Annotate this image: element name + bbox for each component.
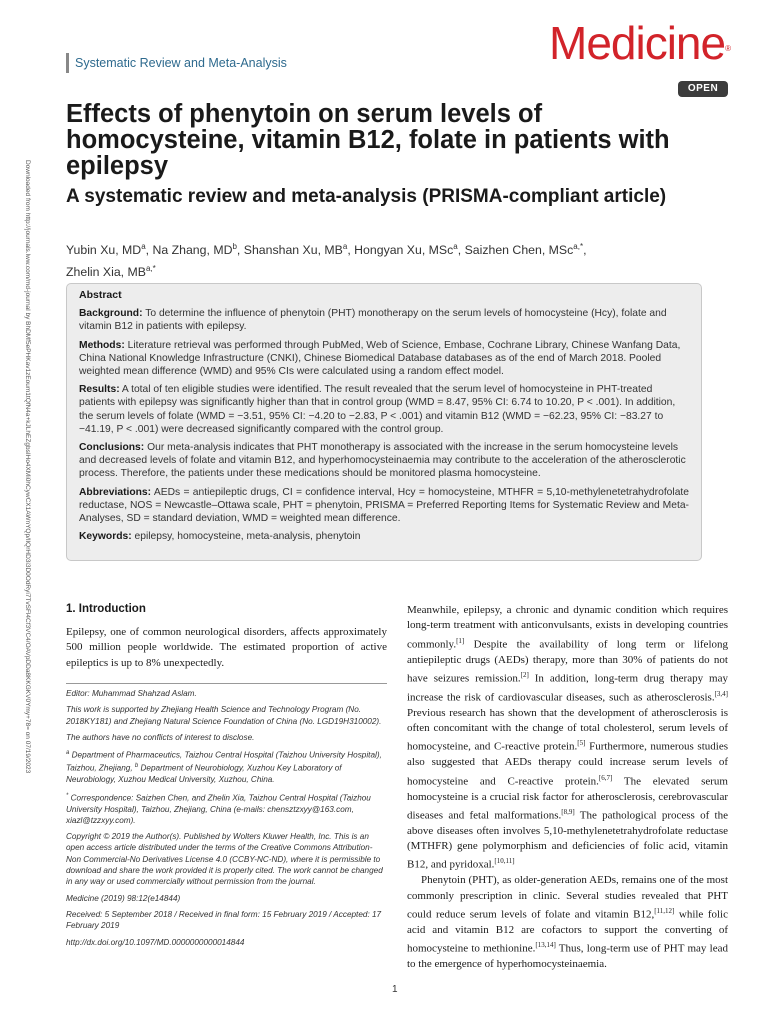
abstract-methods <box>79 339 689 379</box>
aff-b-mark: b <box>134 763 139 770</box>
author-affiliation-mark: a <box>141 242 146 251</box>
corr-mark: * <box>66 792 69 799</box>
footnotes <box>66 688 387 953</box>
abstract-abbreviations <box>79 486 689 526</box>
intro-paragraph-3 <box>407 873 728 972</box>
correspondence-text: Correspondence: Saizhen Chen, and Zhelin Xia, Taizhou Central Hospital (Taizhou University Hospital), Taizhou, Zhejiang, China (e-mails: chensztzxyy@163.com, xiazl@tzzxyy.com). <box>66 793 371 825</box>
citation-link[interactable]: [8,9] <box>561 807 575 816</box>
author-name: Na Zhang, MD <box>152 243 233 258</box>
citation-link[interactable]: [6,7] <box>598 773 613 782</box>
author-affiliation-mark: a,* <box>145 263 156 273</box>
author-affiliation-mark: b <box>232 242 237 251</box>
download-note-text: Downloaded from http://journals.lww.com/md-journal by BhDMf5ePHKav1zEoum1tQfN4a+kJLhEZgbsIHo4XMi0hCywCX1AWnYQp/IlQrHD3i3D0OdRyi7TvSFl4Cf3VC4/OAVpDDa8KKGKV0Ymy+78= on 07/19/2023 <box>24 160 31 774</box>
methods-label: Methods: <box>79 339 125 351</box>
received-note: Received: 5 September 2018 / Received in final form: 15 February 2019 / Accepted: 17 February 2019 <box>66 909 382 931</box>
aff-b: Department of Neurobiology, Xuzhou Key Laboratory of Neurobiology, Xuzhou Medical University, Xuzhou, China. <box>66 763 342 785</box>
text-run: Meanwhile, epilepsy, a chronic and dynamic condition which requires long-term treatment with anticonvulsants, exists in developing countries commonly. <box>407 604 728 651</box>
introduction-heading: 1. Introduction <box>66 603 146 615</box>
background-text: To determine the influence of phenytoin (PHT) monotherapy on the serum levels of homocysteine (Hcy), folate and vitamin B12 in patients with epilepsy. <box>79 308 667 333</box>
citation-link[interactable]: [11,12] <box>654 906 675 915</box>
page-number: 1 <box>392 984 398 995</box>
author-separator: , <box>457 243 465 258</box>
abbreviations-label: Abbreviations: <box>79 486 152 498</box>
text-run: Furthermore, numerous studies also suggested that AEDs therapy could increase serum levels of homocysteine and C-reactive protein. <box>407 741 728 788</box>
text-run: Previous research has shown that the development of atherosclerosis is often concomitant with the change of total cholesterol, serum levels of homocysteine, and C-reactive protein. <box>407 706 728 753</box>
text-run: The pathological process of the above diseases often involves 5,10-methylenetetrahydrofolate reductase (MTHFR) gene polymorphism and deficiencies of folic acid, vitamin B12, and pyridoxal. <box>407 809 728 872</box>
journal-name: Medicine <box>549 17 726 69</box>
methods-text: Literature retrieval was performed through PubMed, Web of Science, Embase, Cochrane Library, Chinese Wanfang Data, China National Knowledge Infrastructure (CNKI), Chinese Biomedical Database databases as of the end of March 2018. Pooled weighted mean difference (WMD) and 95% CIs were calculated using a random effect model. <box>79 339 681 378</box>
author-separator: , <box>145 243 153 258</box>
author-name: Hongyan Xu, MSc <box>354 243 454 258</box>
funding-note: This work is supported by Zhejiang Health Science and Technology Program (No. 2018KY181) and Zhejiang Natural Science Foundation of China (No. LGD19H310002). <box>66 705 382 726</box>
keywords-label: Keywords: <box>79 531 132 543</box>
abstract-heading: Abstract <box>79 289 122 301</box>
author-name: Zhelin Xia, MB <box>66 264 146 279</box>
text-run: The elevated serum homocysteine is a crucial risk factor for atherosclerosis, cerebrovascular diseases and fetal malformations. <box>407 775 728 822</box>
text-run: Despite the availability of long term or lifelong antiepileptic drugs (AEDs) therapy, more than 30% of patients do not have seizures remission. <box>407 638 728 685</box>
aff-a: Department of Pharmaceutics, Taizhou Central Hospital (Taizhou University Hospital), Taizhou, Zhejiang, <box>66 750 382 773</box>
text-run: while folic acid and vitamin B12 are cofactors to support the converting of homocysteine to methionine. <box>407 908 728 955</box>
text-run: Phenytoin (PHT), as older-generation AEDs, remains one of the most commonly prescription in clinic. Several studies revealed that PHT could reduce serum levels of folate and vitamin B12, <box>407 874 728 921</box>
section-label: Systematic Review and Meta-Analysis <box>66 53 287 73</box>
citation-note: Medicine (2019) 98:12(e14844) <box>66 893 181 903</box>
copyright-note: Copyright © 2019 the Author(s). Published by Wolters Kluwer Health, Inc. This is an open access article distributed under the terms of the Creative Commons Attribution-Non Commercial-No Derivatives License 4.0 (CCBY-NC-ND), where it is permissible to download and share the work provided it is properly cited. The work cannot be changed in any way or used commercially without permission from the journal. <box>66 832 383 887</box>
abstract-background <box>79 307 689 333</box>
conclusions-label: Conclusions: <box>79 442 145 454</box>
journal-logo <box>549 18 730 68</box>
citation-link[interactable]: [2] <box>520 670 529 679</box>
author-affiliation-mark: a <box>342 242 348 251</box>
download-side-note <box>21 160 31 774</box>
registered-mark: ® <box>725 44 730 53</box>
author-list <box>66 238 706 281</box>
author-name: Saizhen Chen, MSc <box>464 243 574 258</box>
abstract-results <box>79 383 689 436</box>
correspondence-note <box>66 791 387 827</box>
affiliations-note <box>66 748 387 785</box>
author-name: Yubin Xu, MD <box>66 243 142 258</box>
keywords-text: epilepsy, homocysteine, meta-analysis, phenytoin <box>134 531 361 543</box>
author-separator: , <box>347 243 355 258</box>
aff-a-mark: a <box>66 750 70 757</box>
intro-paragraph-2 <box>407 603 728 873</box>
background-label: Background: <box>79 308 143 320</box>
author-name: Shanshan Xu, MB <box>243 243 343 258</box>
abstract-box <box>66 283 702 561</box>
right-column <box>407 603 728 972</box>
results-text: A total of ten eligible studies were identified. The result revealed that the serum level of homocysteine in PHT-treated patients with epilepsy was significantly higher than that in control group (WMD = 8.47, 95% CI: 6.74 to 10.20, P < .001). In addition, the serum levels of folate (WMD = −3.51, 95% CI: −4.20 to −2.83, P < .001) and vitamin B12 (WMD = −62.23, 95% CI: −83.27 to −41.19, P < .001) were decreased significantly compared with the control group. <box>79 384 676 435</box>
footnote-divider <box>66 683 387 684</box>
editor-note: Editor: Muhammad Shahzad Aslam. <box>66 689 197 698</box>
author-affiliation-mark: a <box>453 242 458 251</box>
citation-link[interactable]: [10,11] <box>494 857 515 866</box>
abstract-keywords <box>79 530 689 543</box>
intro-paragraph-1: Epilepsy, one of common neurological disorders, affects approximately 500 million people worldwide. The estimated proportion of active epileptics is up to 8% unexpectedly. <box>66 626 387 669</box>
article-subtitle: A systematic review and meta-analysis (PRISMA-compliant article) <box>66 186 667 207</box>
citation-link[interactable]: [1] <box>456 636 465 645</box>
author-affiliation-mark: a,* <box>573 242 584 251</box>
text-run: In addition, long-term drug therapy may increase the risk of cardiovascular diseases, such as atherosclerosis. <box>407 672 728 704</box>
author-separator: , <box>236 243 244 258</box>
citation-link[interactable]: [3,4] <box>714 689 728 698</box>
citation-link[interactable]: [13,14] <box>535 941 556 950</box>
doi-link[interactable]: http://dx.doi.org/10.1097/MD.0000000000014844 <box>66 937 245 947</box>
article-title: Effects of phenytoin on serum levels of homocysteine, vitamin B12, folate in patients with epilepsy <box>66 100 670 180</box>
results-label: Results: <box>79 384 120 396</box>
left-column <box>66 603 387 671</box>
text-run: Thus, long-term use of PHT may lead to the emergence of hyperhomocysteinaemia. <box>407 942 728 971</box>
conclusions-text: Our meta-analysis indicates that PHT monotherapy is associated with the increase in the serum homocysteine levels and decreased levels of folate and vitamin B12, and hyperhomocysteinaemia may contribute to the acceleration of the atherosclerotic process. Therefore, the patients under these medications should be monitored plasma homocysteine. <box>79 442 686 480</box>
author-separator: , <box>583 243 587 258</box>
abbreviations-text: AEDs = antiepileptic drugs, CI = confidence interval, Hcy = homocysteine, MTHFR = 5,10-methylenetetrahydrofolate reductase, NOS = Newcastle–Ottawa scale, PHT = phenytoin, PRISMA = Preferred Reporting Items for Systematic Review and Meta-Analyses, SD = standard deviation, WMD = weighted mean difference. <box>79 486 690 525</box>
open-access-badge: OPEN <box>678 81 728 97</box>
abstract-conclusions <box>79 441 689 481</box>
citation-link[interactable]: [5] <box>577 739 586 748</box>
conflict-note: The authors have no conflicts of interest to disclose. <box>66 732 255 742</box>
